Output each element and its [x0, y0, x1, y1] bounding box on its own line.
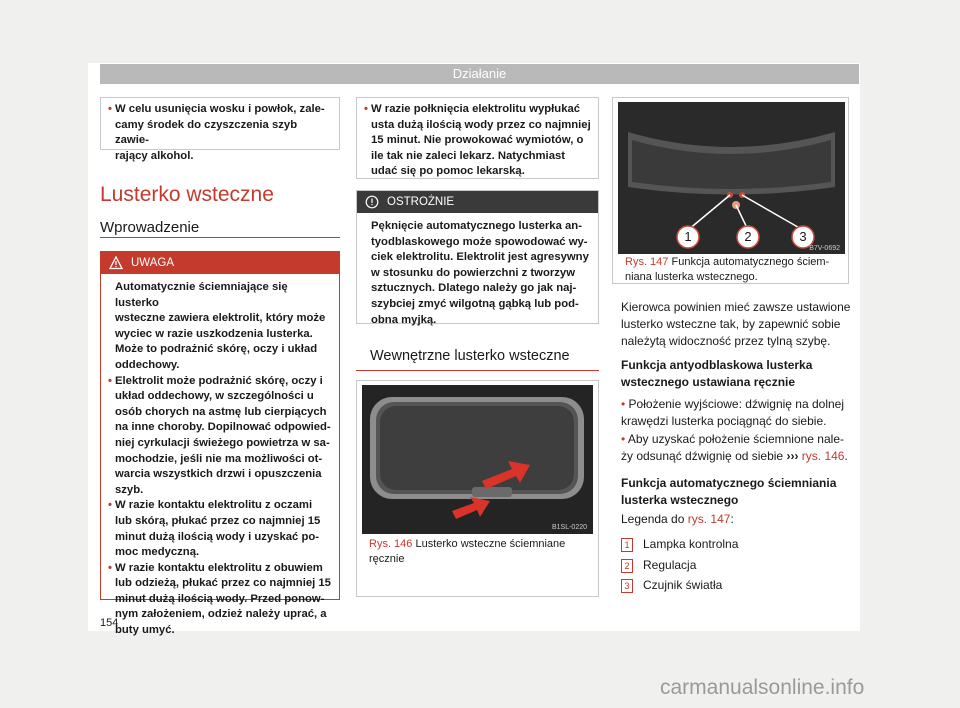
swallow-note-text: W razie połknięcia elektrolitu wypłukać usta dużą ilością wody przez co najmniej 15 minut. Nie prowokować wymiotów, o ile tak nie zaleci lekarz. Natychmiast udać się po pomoc lekarską. — [371, 103, 591, 178]
bullet-icon: • — [621, 397, 626, 411]
auto-mirror-illustration — [618, 102, 845, 254]
warning-bullet: • W razie kontaktu elektrolitu z obuwiem lub odzieżą, płukać przez co najmniej 15 minut dużą ilością wody. Przed ponow- nym założeniem, odzież należy uprać, a buty umyć. — [108, 561, 331, 637]
warning-bullet: • W razie kontaktu elektrolitu z oczami lub skórą, płukać przez co najmniej 15 minut dużą ilością wody i uzyskać po- moc medyczną. — [108, 499, 321, 559]
subsection-title: Wprowadzenie — [100, 219, 200, 236]
page-header: Działanie — [100, 64, 859, 84]
bullet-icon: • — [108, 103, 112, 115]
bullet-icon: • — [621, 432, 626, 446]
note-box-wax — [100, 97, 340, 162]
caution-title: OSTROŻNIE — [387, 196, 455, 208]
caution-box — [356, 190, 599, 324]
warning-title: UWAGA — [131, 257, 175, 269]
figure-146-label: Rys. 146 — [369, 538, 413, 550]
wax-note-text: W celu usunięcia wosku i powłok, zale- camy środek do czyszczenia szyb zawie- rający alkohol. — [115, 103, 325, 162]
callout-3: 3 — [799, 229, 807, 244]
figure-147-caption — [625, 255, 845, 285]
warning-intro: Automatycznie ściemniające się lusterko wsteczne zawiera elektrolit, który może wyciec w razie uszkodzenia lusterka. Może to podrażnić skórę, oczy i układ oddechowy. — [115, 281, 326, 371]
section-title: Lusterko wsteczne — [100, 183, 274, 206]
bullet-icon: • — [364, 103, 368, 115]
warning-triangle-icon — [109, 256, 123, 270]
auto-function-heading: Funkcja automatycznego ściemniania lusterka wstecznego — [621, 476, 837, 507]
figure-147-text: Funkcja automatycznego ściem- niana lusterka wstecznego. — [625, 256, 830, 283]
warning-bullet: • Elektrolit może podrażnić skórę, oczy i układ oddechowy, w szczególności u osób chorych na astmę lub cierpiących na inne choroby. Dopilnować odpowied- niej cyrkulacji świeżego powietrza w sa- mochodzie, jeśli nie ma możliwości ot- warcia wszystkich drzwi i opuszczenia szyb. — [108, 374, 331, 496]
manual-dimming-mirror-image — [362, 385, 593, 534]
figure-146-frame — [356, 380, 599, 597]
page-number: 154 — [100, 617, 119, 629]
figure-147-code: B7V-0692 — [809, 245, 840, 252]
manual-bullet-2: • Aby uzyskać położenie ściemnione nale- ży odsunąć dźwignię od siebie ››› rys. 146. — [621, 432, 848, 463]
legend-item: 3 Czujnik światła — [621, 577, 722, 594]
caution-header — [357, 191, 598, 213]
figure-147-label: Rys. 147 — [625, 256, 669, 268]
reference-arrow: ››› — [786, 449, 799, 463]
warning-header — [101, 252, 339, 274]
figure-146-code: B1SL-0220 — [551, 524, 587, 531]
manual-bullet-1: • Położenie wyjściowe: dźwignię na dolnej krawędzi lusterka pociągnąć do siebie. — [621, 397, 845, 428]
caution-body: Pęknięcie automatycznego lusterka an- tyodblaskowego może spowodować wy- ciek elektrolitu. Elektrolit jest agresywny w stosunku do powierzchni z tworzyw sztucznych. Dlatego należy go jak naj- szybciej zmyć wilgotną gąbką lub pod- obna myjką. — [371, 220, 589, 326]
watermark: carmanualsonline.info — [660, 676, 865, 699]
note-box-swallow — [356, 97, 599, 179]
subsection-rule — [100, 237, 340, 238]
legend-item: 2 Regulacja — [621, 557, 696, 574]
mirror-illustration — [362, 385, 593, 534]
mirror-section-rule — [356, 370, 599, 371]
figure-146-text: Lusterko wsteczne ściemniane ręcznie — [369, 538, 566, 565]
manual-function-heading: Funkcja antyodblaskowa lusterka wstecznego ustawiana ręcznie — [621, 358, 813, 389]
mirror-intro-text: Kierowca powinien mieć zawsze ustawione lusterko wsteczne tak, by zapewnić sobie należytą widoczność przez tylną szybę. — [621, 300, 851, 348]
mirror-section-title: Wewnętrzne lusterko wsteczne — [370, 348, 570, 364]
legend-intro: Legenda do rys. 147: — [621, 512, 734, 526]
legend-item: 1 Lampka kontrolna — [621, 536, 738, 553]
reference-link-147[interactable]: rys. 147 — [687, 512, 731, 526]
info-circle-icon — [365, 195, 379, 209]
callout-1: 1 — [684, 229, 692, 244]
auto-dimming-mirror-image — [618, 102, 845, 254]
reference-link-146[interactable]: rys. 146 — [801, 449, 845, 463]
callout-2: 2 — [744, 229, 752, 244]
figure-146-caption — [369, 537, 589, 567]
figure-147-frame — [612, 97, 849, 284]
